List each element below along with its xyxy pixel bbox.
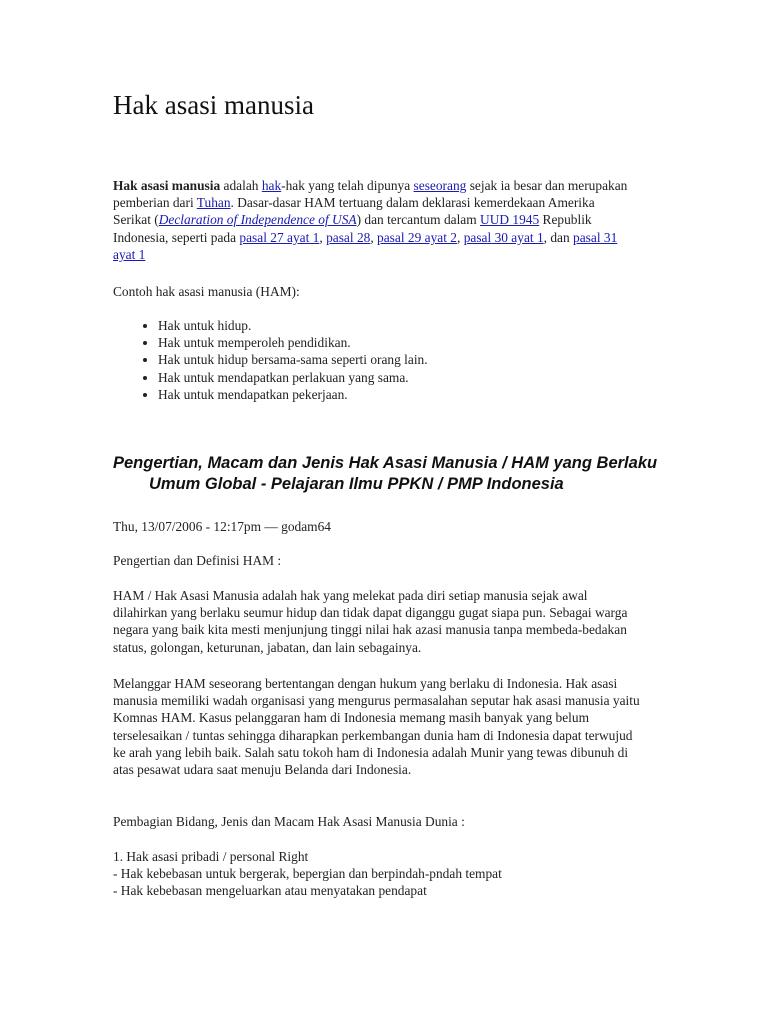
link-pasal-31[interactable]: pasal 31 ayat 1 xyxy=(113,229,618,262)
list-item: • Hak untuk hidup bersama-sama seperti orang lain. xyxy=(158,351,428,368)
personal-right-item: - Hak kebebasan mengeluarkan atau menyatakan pendapat xyxy=(113,883,427,898)
intro-text: , xyxy=(319,229,327,245)
examples-heading: Contoh hak asasi manusia (HAM): xyxy=(113,284,300,299)
post-meta: Thu, 13/07/2006 - 12:17pm — godam64 xyxy=(113,519,331,534)
page-title: Hak asasi manusia xyxy=(113,90,314,120)
personal-right-item: - Hak kebebasan untuk bergerak, bepergian dan berpindah-pndah tempat xyxy=(113,866,502,881)
intro-text: -hak yang telah dipunya xyxy=(281,178,414,193)
link-pasal-29[interactable]: pasal 29 ayat 2 xyxy=(377,229,457,245)
intro-text: , dan xyxy=(543,229,574,245)
link-declaration[interactable]: Declaration of Independence of USA xyxy=(158,212,357,228)
link-seseorang[interactable]: seseorang xyxy=(413,178,467,193)
division-heading: Pembagian Bidang, Jenis dan Macam Hak Asasi Manusia Dunia : xyxy=(113,814,465,829)
link-uud-1945[interactable]: UUD 1945 xyxy=(480,212,540,228)
intro-term: Hak asasi manusia xyxy=(113,178,221,193)
intro-text: , xyxy=(370,229,378,245)
intro-text: ) dan tercantum dalam xyxy=(356,212,481,228)
list-item: • Hak untuk hidup. xyxy=(158,317,428,334)
intro-paragraph xyxy=(113,177,633,263)
list-item: • Hak untuk mendapatkan pekerjaan. xyxy=(158,386,428,403)
violation-paragraph: Melanggar HAM seseorang bertentangan dengan hukum yang berlaku di Indonesia. Hak asasi manusia memiliki wadah organisasi yang mengurus permasalahan seputar hak asasi manusia yaitu Komnas HAM. Kasus pelanggaran ham di Indonesia memang masih banyak yang belum terselesaikan / tuntas sehingga diharapkan perkembangan dunia ham di Indonesia dapat terwujud ke arah yang lebih baik. Salah satu tokoh ham di Indonesia adalah Munir yang tewas dibunuh di atas pesawat udara saat menuju Belanda dari Indonesia. xyxy=(113,676,640,778)
list-item: • Hak untuk mendapatkan perlakuan yang sama. xyxy=(158,369,428,386)
personal-right-heading: 1. Hak asasi pribadi / personal Right xyxy=(113,849,309,864)
link-pasal-27[interactable]: pasal 27 ayat 1 xyxy=(239,229,320,245)
intro-text: , xyxy=(457,229,464,245)
link-tuhan[interactable]: Tuhan xyxy=(196,195,231,211)
intro-text: Republik Indonesia, seperti pada xyxy=(113,212,592,245)
link-pasal-30[interactable]: pasal 30 ayat 1 xyxy=(463,229,544,245)
definition-heading: Pengertian dan Definisi HAM : xyxy=(113,553,282,568)
intro-text: . Dasar-dasar HAM tertuang dalam deklarasi kemerdekaan Amerika Serikat ( xyxy=(113,195,595,228)
intro-text: sejak ia besar dan merupakan pemberian dari xyxy=(113,178,628,211)
definition-paragraph: HAM / Hak Asasi Manusia adalah hak yang melekat pada diri setiap manusia sejak awal dilahirkan yang berlaku seumur hidup dan tidak dapat diganggu gugat siapa pun. Sebagai warga negara yang baik kita mesti menjunjung tinggi nilai hak azasi manusia tanpa membeda-bedakan status, golongan, keturunan, jabatan, dan lain sebagainya. xyxy=(113,588,628,655)
examples-list xyxy=(113,317,428,403)
section-title: Pengertian, Macam dan Jenis Hak Asasi Manusia / HAM yang Berlaku Umum Global - Pelajaran Ilmu PPKN / PMP Indonesia xyxy=(113,454,658,493)
link-hak[interactable]: hak xyxy=(261,178,282,193)
list-item: • Hak untuk memperoleh pendidikan. xyxy=(158,334,428,351)
intro-text: adalah xyxy=(220,178,262,193)
link-pasal-28[interactable]: pasal 28 xyxy=(326,229,371,245)
